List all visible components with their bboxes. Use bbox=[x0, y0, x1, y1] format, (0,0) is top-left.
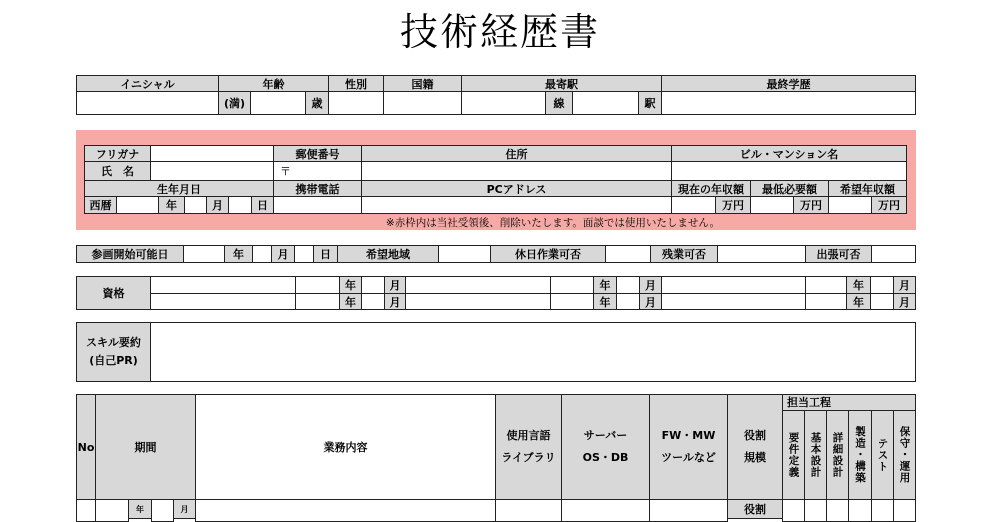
process-detail-design bbox=[826, 410, 849, 500]
building-label: ビル・マンション名 bbox=[671, 145, 907, 162]
skills-label-line2: (自己PR) bbox=[89, 354, 138, 367]
skills-label-line1: スキル要約 bbox=[86, 336, 141, 349]
current-income-unit: 万円 bbox=[715, 196, 751, 214]
min-income-unit: 万円 bbox=[793, 196, 829, 214]
pc-address-label: PCアドレス bbox=[361, 180, 672, 197]
qualification-year-unit: 年 bbox=[593, 276, 617, 294]
start-month-field[interactable] bbox=[252, 245, 272, 263]
work-row-server-field[interactable] bbox=[561, 499, 650, 522]
overtime-label: 残業可否 bbox=[650, 245, 718, 263]
qualification-name-field[interactable] bbox=[661, 293, 806, 310]
qualification-name-field[interactable] bbox=[405, 293, 551, 310]
birth-month-unit: 月 bbox=[206, 196, 229, 214]
work-row-process-cell[interactable] bbox=[804, 499, 827, 522]
qualification-month-unit: 月 bbox=[384, 293, 406, 310]
qualification-year-field[interactable] bbox=[805, 276, 847, 294]
name-label: 氏 名 bbox=[84, 161, 151, 181]
start-day-field[interactable] bbox=[294, 245, 314, 263]
start-month-unit: 月 bbox=[271, 245, 295, 263]
qualification-year-field[interactable] bbox=[550, 276, 594, 294]
desired-income-unit: 万円 bbox=[871, 196, 907, 214]
qualification-month-unit: 月 bbox=[893, 293, 916, 310]
holiday-work-label: 休日作業可否 bbox=[490, 245, 606, 263]
age-field[interactable] bbox=[250, 91, 306, 115]
qualification-year-field[interactable] bbox=[805, 293, 847, 310]
mobile-label: 携帯電話 bbox=[273, 180, 362, 197]
station-unit: 駅 bbox=[638, 91, 662, 115]
work-role-line2: 規模 bbox=[744, 451, 766, 464]
qualification-month-field[interactable] bbox=[361, 293, 385, 310]
qualification-month-unit: 月 bbox=[639, 276, 662, 294]
skills-summary-field[interactable] bbox=[150, 322, 916, 382]
era-label: 西暦 bbox=[84, 196, 117, 214]
process-basic-design bbox=[804, 410, 827, 500]
min-income-label: 最低必要額 bbox=[750, 180, 829, 197]
work-content-header: 業務内容 bbox=[195, 394, 496, 500]
work-fw-line1: FW・MW bbox=[661, 429, 716, 442]
address-field[interactable] bbox=[361, 161, 672, 181]
mobile-field[interactable] bbox=[273, 196, 362, 214]
work-server-line1: サーバー bbox=[583, 429, 628, 442]
qualification-year-unit: 年 bbox=[339, 276, 362, 294]
work-server-line2: OS・DB bbox=[582, 451, 629, 464]
process-test-label: テスト bbox=[876, 437, 889, 473]
work-row-process-cell[interactable] bbox=[826, 499, 849, 522]
work-language-line2: ライブラリ bbox=[501, 451, 556, 464]
age-unit: 歳 bbox=[305, 91, 329, 115]
work-row-year-field[interactable] bbox=[95, 499, 129, 522]
header-education: 最終学歴 bbox=[661, 75, 916, 92]
header-initial: イニシャル bbox=[76, 75, 219, 92]
process-test bbox=[871, 410, 894, 500]
birth-month-field[interactable] bbox=[184, 196, 207, 214]
work-no-header: No bbox=[76, 394, 96, 500]
work-role-header bbox=[727, 394, 783, 500]
header-nationality: 国籍 bbox=[383, 75, 462, 92]
header-gender: 性別 bbox=[328, 75, 384, 92]
work-row-process-cell[interactable] bbox=[782, 499, 805, 522]
qualification-name-field[interactable] bbox=[150, 293, 296, 310]
holiday-work-field[interactable] bbox=[605, 245, 651, 263]
header-age: 年齢 bbox=[218, 75, 329, 92]
work-row-language-field[interactable] bbox=[495, 499, 562, 522]
work-row-process-cell[interactable] bbox=[871, 499, 894, 522]
desired-income-field[interactable] bbox=[828, 196, 872, 214]
name-field[interactable] bbox=[150, 161, 274, 181]
qualification-name-field[interactable] bbox=[661, 276, 806, 294]
overtime-field[interactable] bbox=[717, 245, 806, 263]
work-period-header: 期間 bbox=[95, 394, 196, 500]
qualification-month-unit: 月 bbox=[893, 276, 916, 294]
work-row-fw-field[interactable] bbox=[649, 499, 728, 522]
qualification-month-unit: 月 bbox=[384, 276, 406, 294]
process-detail-design-label: 詳細設計 bbox=[831, 432, 844, 478]
current-income-field[interactable] bbox=[671, 196, 716, 214]
desired-income-label: 希望年収額 bbox=[828, 180, 907, 197]
privacy-note: ※赤枠内は当社受領後、削除いたします。面談では使用いたしません。 bbox=[385, 217, 720, 229]
skills-label bbox=[76, 322, 151, 382]
work-row-role-label: 役割 bbox=[727, 499, 783, 519]
furigana-label: フリガナ bbox=[84, 145, 151, 162]
qualifications-label: 資格 bbox=[76, 276, 151, 310]
nationality-field[interactable] bbox=[383, 91, 462, 115]
birthdate-label: 生年月日 bbox=[84, 180, 274, 197]
area-label: 希望地域 bbox=[337, 245, 439, 263]
work-fw-header bbox=[649, 394, 728, 500]
process-build-label: 製造・構築 bbox=[854, 426, 866, 484]
birth-day-unit: 日 bbox=[251, 196, 274, 214]
work-row-content-field[interactable] bbox=[195, 499, 496, 522]
work-language-line1: 使用言語 bbox=[506, 429, 551, 442]
initial-field[interactable] bbox=[76, 91, 219, 115]
postal-field[interactable]: 〒 bbox=[273, 161, 362, 181]
work-row-year-unit: 年 bbox=[128, 499, 152, 519]
qualification-month-unit: 月 bbox=[639, 293, 662, 310]
start-date-label: 参画開始可能日 bbox=[76, 245, 184, 263]
postal-label: 郵便番号 bbox=[273, 145, 362, 162]
document-title: 技術経歴書 bbox=[399, 10, 600, 54]
work-row-no[interactable] bbox=[76, 499, 96, 522]
work-server-header bbox=[561, 394, 650, 500]
qualification-month-field[interactable] bbox=[870, 293, 894, 310]
qualification-year-unit: 年 bbox=[593, 293, 617, 310]
qualification-year-unit: 年 bbox=[846, 293, 871, 310]
process-maintenance bbox=[893, 410, 916, 500]
business-trip-label: 出張可否 bbox=[805, 245, 872, 263]
qualification-year-field[interactable] bbox=[295, 276, 340, 294]
min-income-field[interactable] bbox=[750, 196, 794, 214]
work-row-month-field[interactable] bbox=[151, 499, 174, 522]
process-maintenance-label: 保守・運用 bbox=[898, 426, 911, 484]
area-field[interactable] bbox=[438, 245, 491, 263]
process-basic-design-label: 基本設計 bbox=[809, 432, 822, 478]
qualification-year-unit: 年 bbox=[846, 276, 871, 294]
work-row-process-cell[interactable] bbox=[893, 499, 916, 522]
qualification-name-field[interactable] bbox=[405, 276, 551, 294]
work-fw-line2: ツールなど bbox=[661, 451, 716, 464]
education-field[interactable] bbox=[661, 91, 916, 115]
birth-day-field[interactable] bbox=[228, 196, 252, 214]
qualification-year-unit: 年 bbox=[339, 293, 362, 310]
line-field[interactable] bbox=[461, 91, 546, 115]
current-income-label: 現在の年収額 bbox=[671, 180, 751, 197]
work-process-header: 担当工程 bbox=[782, 394, 916, 411]
address-label: 住所 bbox=[361, 145, 672, 162]
work-row-process-cell[interactable] bbox=[848, 499, 872, 522]
birth-year-unit: 年 bbox=[158, 196, 185, 214]
qualification-year-field[interactable] bbox=[550, 293, 594, 310]
building-field[interactable] bbox=[671, 161, 907, 181]
work-role-line1: 役割 bbox=[744, 429, 766, 442]
qualification-year-field[interactable] bbox=[295, 293, 340, 310]
start-year-unit: 年 bbox=[224, 245, 253, 263]
process-requirements bbox=[782, 410, 805, 500]
birth-year-field[interactable] bbox=[116, 196, 159, 214]
pc-address-field[interactable] bbox=[361, 196, 672, 214]
start-day-unit: 日 bbox=[313, 245, 338, 263]
work-row-month-unit: 月 bbox=[173, 499, 196, 519]
qualification-month-field[interactable] bbox=[361, 276, 385, 294]
business-trip-field[interactable] bbox=[871, 245, 916, 263]
process-requirements-label: 要件定義 bbox=[787, 432, 800, 478]
qualification-month-field[interactable] bbox=[870, 276, 894, 294]
furigana-field[interactable] bbox=[150, 145, 274, 162]
qualification-month-field[interactable] bbox=[616, 293, 640, 310]
qualification-name-field[interactable] bbox=[150, 276, 296, 294]
work-language-header bbox=[495, 394, 562, 500]
station-field[interactable] bbox=[572, 91, 639, 115]
gender-field[interactable] bbox=[328, 91, 384, 115]
qualification-month-field[interactable] bbox=[616, 276, 640, 294]
age-prefix: (満) bbox=[218, 91, 251, 115]
start-year-field[interactable] bbox=[183, 245, 225, 263]
process-build bbox=[848, 410, 872, 500]
line-unit: 線 bbox=[545, 91, 573, 115]
header-station: 最寄駅 bbox=[461, 75, 662, 92]
